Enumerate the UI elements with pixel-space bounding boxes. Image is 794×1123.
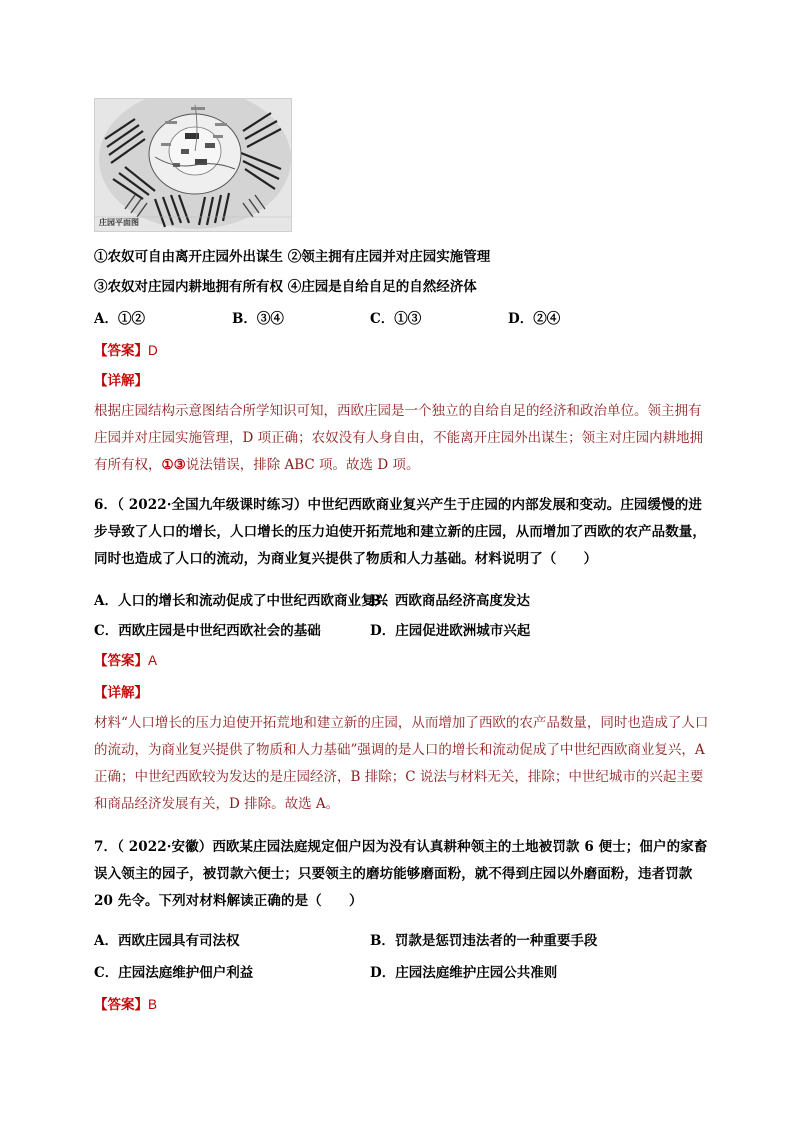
q7-answer (94, 996, 157, 1014)
q5-option-b: B．③④ (232, 311, 284, 327)
manor-plan-figure (94, 98, 292, 232)
detail-tag: 【详解】 (94, 373, 148, 389)
q5-option-d: D．②④ (508, 311, 561, 327)
q6-explanation: 材料“人口增长的压力迫使开拓荒地和建立新的庄园，从而增加了西欧的农产品数量，同时也造成了人口的流动，为商业复兴提供了物质和人力基础”强调的是人口的增长和流动促成了中世纪西欧商业复兴，A 正确；中世纪西欧较为发达的是庄园经济，B 排除；C 说法与材料无关，排除；中世纪城市的兴起主要和商品经济发展有关，D 排除。故选 A。 (94, 715, 709, 812)
q6-option-d: D．庄园促进欧洲城市兴起 (370, 623, 531, 639)
answer-tag: 【答案】 (94, 653, 148, 669)
detail-tag: 【详解】 (94, 685, 148, 701)
q5-detail-heading (94, 372, 148, 390)
q7-option-b: B．罚款是惩罚违法者的一种重要手段 (370, 933, 598, 949)
answer-value: B (148, 997, 158, 1012)
q5-statements-line-2: ③农奴对庄园内耕地拥有所有权 ④庄园是自给自足的自然经济体 (94, 279, 477, 295)
figure-caption: 庄园平面图 (99, 218, 139, 227)
answer-tag: 【答案】 (94, 343, 148, 359)
q5-option-a: A．①② (94, 311, 145, 327)
q5-explanation-part2: 说法错误，排除 ABC 项。故选 D 项。 (185, 457, 420, 473)
q5-answer (94, 342, 158, 360)
q6-option-b: B．西欧商品经济高度发达 (370, 593, 530, 609)
manor-plan-image (95, 99, 291, 231)
q7-option-c: C．庄园法庭维护佃户利益 (94, 965, 254, 981)
q6-detail-heading (94, 684, 148, 702)
answer-value: A (148, 653, 158, 668)
q7-option-a: A．西欧庄园具有司法权 (94, 933, 240, 949)
q6-option-a: A．人口的增长和流动促成了中世纪西欧商业复兴 (94, 593, 388, 609)
q5-explanation-circled: ①③ (161, 457, 186, 473)
answer-tag: 【答案】 (94, 997, 148, 1013)
q7-stem: 7．（ 2022·安徽）西欧某庄园法庭规定佃户因为没有认真耕种领主的土地被罚款 6 便士；佃户的家畜误入领主的园子，被罚款六便士；只要领主的磨坊能够磨面粉，就不得到庄园以外磨面粉，违者罚款 20 先令。下列对材料解读正确的是（ ） (94, 839, 708, 909)
answer-value: D (148, 343, 158, 358)
q6-answer (94, 652, 157, 670)
q6-option-c: C．西欧庄园是中世纪西欧社会的基础 (94, 623, 321, 639)
q5-option-c: C．①③ (370, 311, 422, 327)
q5-explanation (94, 398, 714, 479)
q5-explanation-part1: 根据庄园结构示意图结合所学知识可知，西欧庄园是一个独立的自给自足的经济和政治单位。领主拥有庄园并对庄园实施管理，D 项正确；农奴没有人身自由，不能离开庄园外出谋生；领主对庄园内耕地拥有所有权， (94, 403, 704, 473)
q7-option-d: D．庄园法庭维护庄园公共准则 (370, 965, 558, 981)
q5-statements-line-1: ①农奴可自由离开庄园外出谋生 ②领主拥有庄园并对庄园实施管理 (94, 249, 491, 265)
q6-stem: 6．（ 2022·全国九年级课时练习）中世纪西欧商业复兴产生于庄园的内部发展和变动。庄园缓慢的进步导致了人口的增长，人口增长的压力迫使开拓荒地和建立新的庄园，从而增加了西欧的农产品数量，同时也造成了人口的流动，为商业复兴提供了物质和人力基础。材料说明了（ ） (94, 497, 706, 567)
